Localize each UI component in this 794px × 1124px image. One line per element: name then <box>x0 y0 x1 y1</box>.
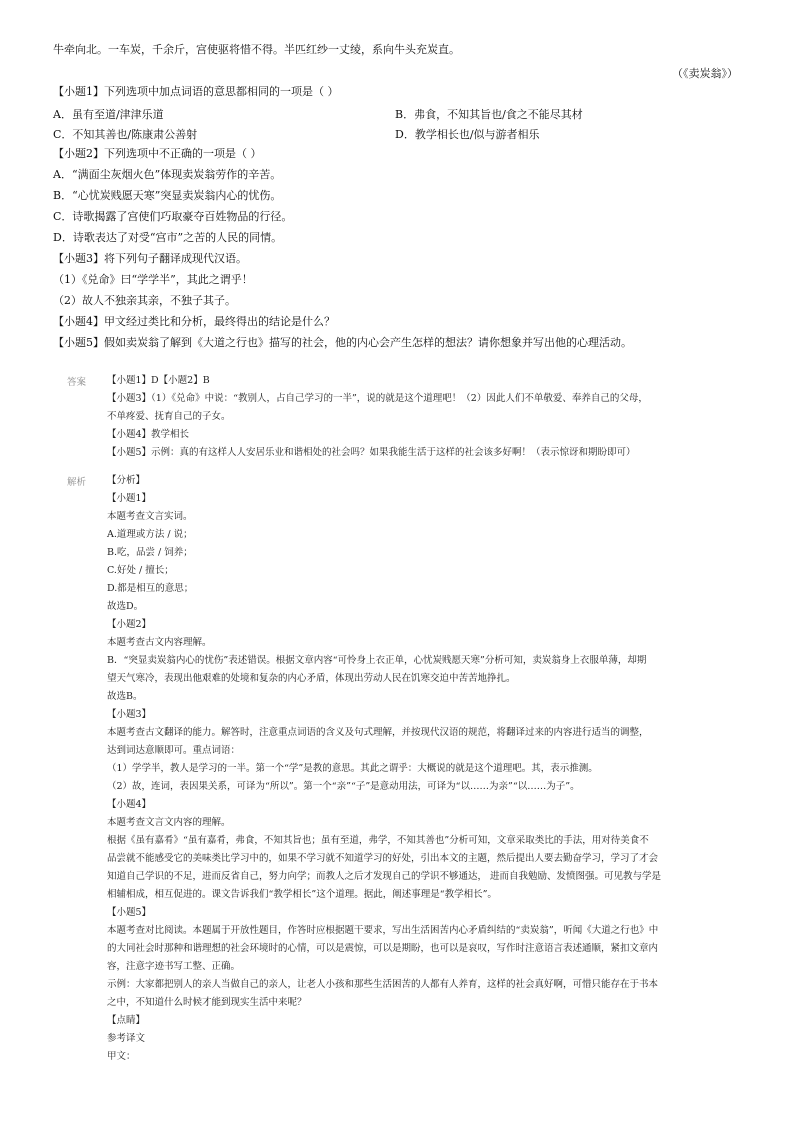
analysis-line: 【小题5】 <box>107 907 152 918</box>
analysis-line: 望天气寒冷，表现出他艰难的处境和复杂的内心矛盾，体现出劳动人民在饥寒交迫中苦苦地挣扎。 <box>107 673 516 684</box>
analysis-line: 本题考查古文内容理解。 <box>107 637 212 648</box>
analysis-line: 相辅相成，相互促进的。课文告诉我们“教学相长”这个道理。据此，阐述事理是“教学相长”。 <box>107 889 497 900</box>
q3-stem: 【小题3】将下列句子翻译成现代汉语。 <box>53 252 247 265</box>
analysis-line: 知道自己学识的不足，进而反省自己，努力向学；而教人之后才发现自己的学识不够通达， 进而自我勉励、发愤图强。可见教与学是 <box>107 871 662 882</box>
analysis-line: 【分析】 <box>107 475 146 486</box>
analysis-line: 故选B。 <box>107 691 143 702</box>
answer-line: 【小题4】教学相长 <box>107 429 190 440</box>
q1-option-d: D．教学相长也/似与游者相乐 <box>395 128 540 141</box>
analysis-line: 的大同社会时那种和谐理想的社会环境时的心情，可以是震惊，可以是期盼，也可以是哀叹，写作时注意语言表述通顺，紧扣文章内 <box>107 943 659 954</box>
q1-stem: 【小题1】下列选项中加点词语的意思都相同的一项是（ ） <box>53 85 339 98</box>
analysis-line: （1）学学半，教人是学习的一半。第一个“学”是教的意思。其此之谓乎：大概说的就是这个道理吧。其，表示推测。 <box>107 763 598 774</box>
q2-option-b: B．“心忧炭贱愿天寒”突显卖炭翁内心的忧伤。 <box>53 189 282 202</box>
analysis-line: 【小题2】 <box>107 619 152 630</box>
q1-option-c: C．不知其善也/陈康肃公善射 <box>53 128 198 141</box>
analysis-label: 解析 <box>67 477 87 488</box>
analysis-line: 【小题3】 <box>107 709 152 720</box>
answer-line: 【小题1】D【小题2】B <box>107 375 210 386</box>
analysis-line: 示例：大家都把别人的亲人当做自己的亲人，让老人小孩和那些生活困苦的人都有人养育，这样的社会真好啊，可惜只能存在于书本 <box>107 979 659 990</box>
q2-stem: 【小题2】下列选项中不正确的一项是（ ） <box>53 147 262 160</box>
answer-line: 【小题3】（1）《兑命》中说：“教别人，占自己学习的一半”，说的就是这个道理吧！（2）因此人们不单敬爱、奉养自己的父母， <box>107 393 648 404</box>
analysis-line: C.好处 / 擅长； <box>107 565 174 576</box>
poem-source: （《卖炭翁》） <box>672 67 738 80</box>
analysis-line: 容，注意字迹书写工整、正确。 <box>107 961 241 972</box>
analysis-line: A.道理或方法 / 说； <box>107 529 193 540</box>
analysis-line: B.吃，品尝 / 饲养； <box>107 547 193 558</box>
answer-label: 答案 <box>67 377 87 388</box>
q2-option-a: A．“满面尘灰烟火色”体现卖炭翁劳作的辛苦。 <box>53 168 282 181</box>
q4-stem: 【小题4】甲文经过类比和分析，最终得出的结论是什么？ <box>53 315 335 328</box>
analysis-line: （2）故，连词，表因果关系，可译为“所以”。第一个“亲”“子”是意动用法，可译为“以……为亲”“以……为子”。 <box>107 781 580 792</box>
analysis-line: 【小题4】 <box>107 799 152 810</box>
analysis-line: 根据《虽有嘉肴》“虽有嘉肴，弗食，不知其旨也；虽有至道，弗学，不知其善也”分析可知，文章采取类比的手法，用对待美食不 <box>107 835 649 846</box>
analysis-line: 品尝就不能感受它的美味类比学习中的，如果不学习就不知道学习的好处，引出本文的主题，然后提出人要去勤奋学习，学习了才会 <box>107 853 659 864</box>
analysis-line: 甲文： <box>107 1051 136 1062</box>
answer-line: 不单疼爱、抚育自己的子女。 <box>107 411 231 422</box>
q2-option-c: C．诗歌揭露了宫使们巧取豪夺百姓物品的行径。 <box>53 210 293 223</box>
q3-item-2: （2）故人不独亲其亲，不独子其子。 <box>53 294 236 307</box>
q1-option-b: B．弗食，不知其旨也/食之不能尽其材 <box>395 108 583 121</box>
analysis-line: 本题考查文言文内容的理解。 <box>107 817 231 828</box>
q3-item-1: （1）《兑命》曰“学学半”，其此之谓乎！ <box>53 273 253 286</box>
answer-line: 【小题5】示例：真的有这样人人安居乐业和谐相处的社会吗？如果我能生活于这样的社会该多好啊！（表示惊讶和期盼即可） <box>107 447 636 458</box>
poem-tail-text: 牛牵向北。一车炭，千余斤，宫使驱将惜不得。半匹红纱一丈绫，系向牛头充炭直。 <box>53 43 460 56</box>
q2-option-d: D．诗歌表达了对受“宫市”之苦的人民的同情。 <box>53 231 283 244</box>
analysis-line: 【点睛】 <box>107 1015 146 1026</box>
analysis-line: 本题考查文言实词。 <box>107 511 193 522</box>
analysis-line: D.都是相互的意思； <box>107 583 194 594</box>
analysis-line: 【小题1】 <box>107 493 152 504</box>
analysis-line: 之中，不知道什么时候才能到现实生活中来呢？ <box>107 997 307 1008</box>
analysis-line: B．“突显卖炭翁内心的忧伤”表述错误。根据文章内容“可怜身上衣正单，心忧炭贱愿天寒”分析可知，卖炭翁身上衣服单薄，却期 <box>107 655 647 666</box>
analysis-line: 本题考查古文翻译的能力。解答时，注意重点词语的含义及句式理解，并按现代汉语的规范，将翻译过来的内容进行适当的调整， <box>107 727 649 738</box>
analysis-line: 故选D。 <box>107 601 144 612</box>
analysis-line: 本题考查对比阅读。本题属于开放性题目，作答时应根据题干要求，写出生活困苦内心矛盾纠结的“卖炭翁”，听闻《大道之行也》中 <box>107 925 659 936</box>
q1-option-a: A．虽有至道/津津乐道 <box>53 108 164 121</box>
analysis-line: 参考译文 <box>107 1033 146 1044</box>
q5-stem: 【小题5】假如卖炭翁了解到《大道之行也》描写的社会，他的内心会产生怎样的想法？请你想象并写出他的心理活动。 <box>53 336 632 349</box>
analysis-line: 达到词达意顺即可。重点词语： <box>107 745 241 756</box>
